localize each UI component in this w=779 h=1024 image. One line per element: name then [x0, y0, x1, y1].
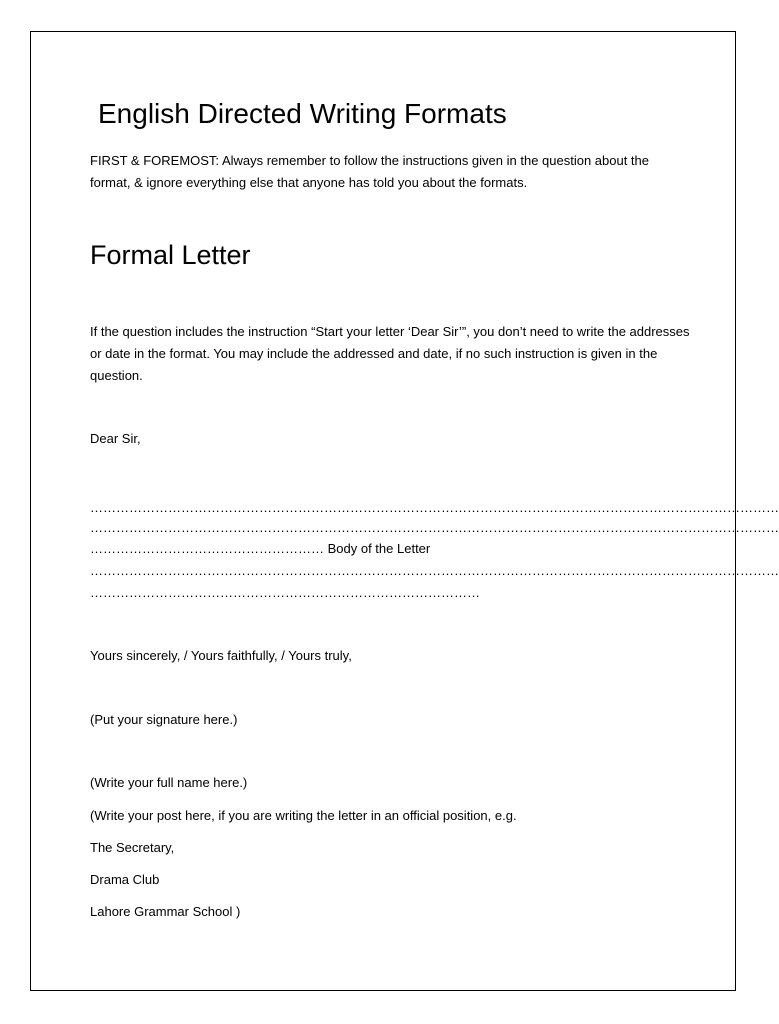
body-line: …………………………………………………………………………………………………………………………………………… — [90, 563, 779, 578]
section-heading: Formal Letter — [90, 240, 251, 270]
body-line: …………………………………………………………………………………………………………………………………………… — [90, 500, 779, 515]
signature-hint: (Put your signature here.) — [90, 712, 238, 727]
closing-line: Yours sincerely, / Yours faithfully, / Yours truly, — [90, 648, 352, 663]
post-hint: (Write your post here, if you are writing the letter in an official position, e.g. — [90, 808, 517, 823]
salutation: Dear Sir, — [90, 431, 141, 446]
instruction-paragraph: If the question includes the instruction “Start your letter ‘Dear Sir’”, you don’t need to write the addresses or date in the format. You may include the addressed and date, if no such instruction is given in the question. — [90, 324, 690, 383]
intro-paragraph: FIRST & FOREMOST: Always remember to follow the instructions given in the question about the format, & ignore everything else that anyone has told you about the formats. — [90, 153, 650, 190]
example-line: The Secretary, — [90, 840, 175, 855]
example-line: Lahore Grammar School ) — [90, 904, 241, 919]
example-line: Drama Club — [90, 872, 160, 887]
body-line-label: ……………………………………………… Body of the Letter — [90, 541, 431, 556]
document-page — [30, 31, 779, 991]
name-hint: (Write your full name here.) — [90, 775, 248, 790]
body-line: …………………………………………………………………………………………………………………………………………… — [90, 520, 779, 535]
body-line: ……………………………………………………………………………… — [90, 585, 480, 600]
document-title: English Directed Writing Formats — [98, 98, 507, 129]
